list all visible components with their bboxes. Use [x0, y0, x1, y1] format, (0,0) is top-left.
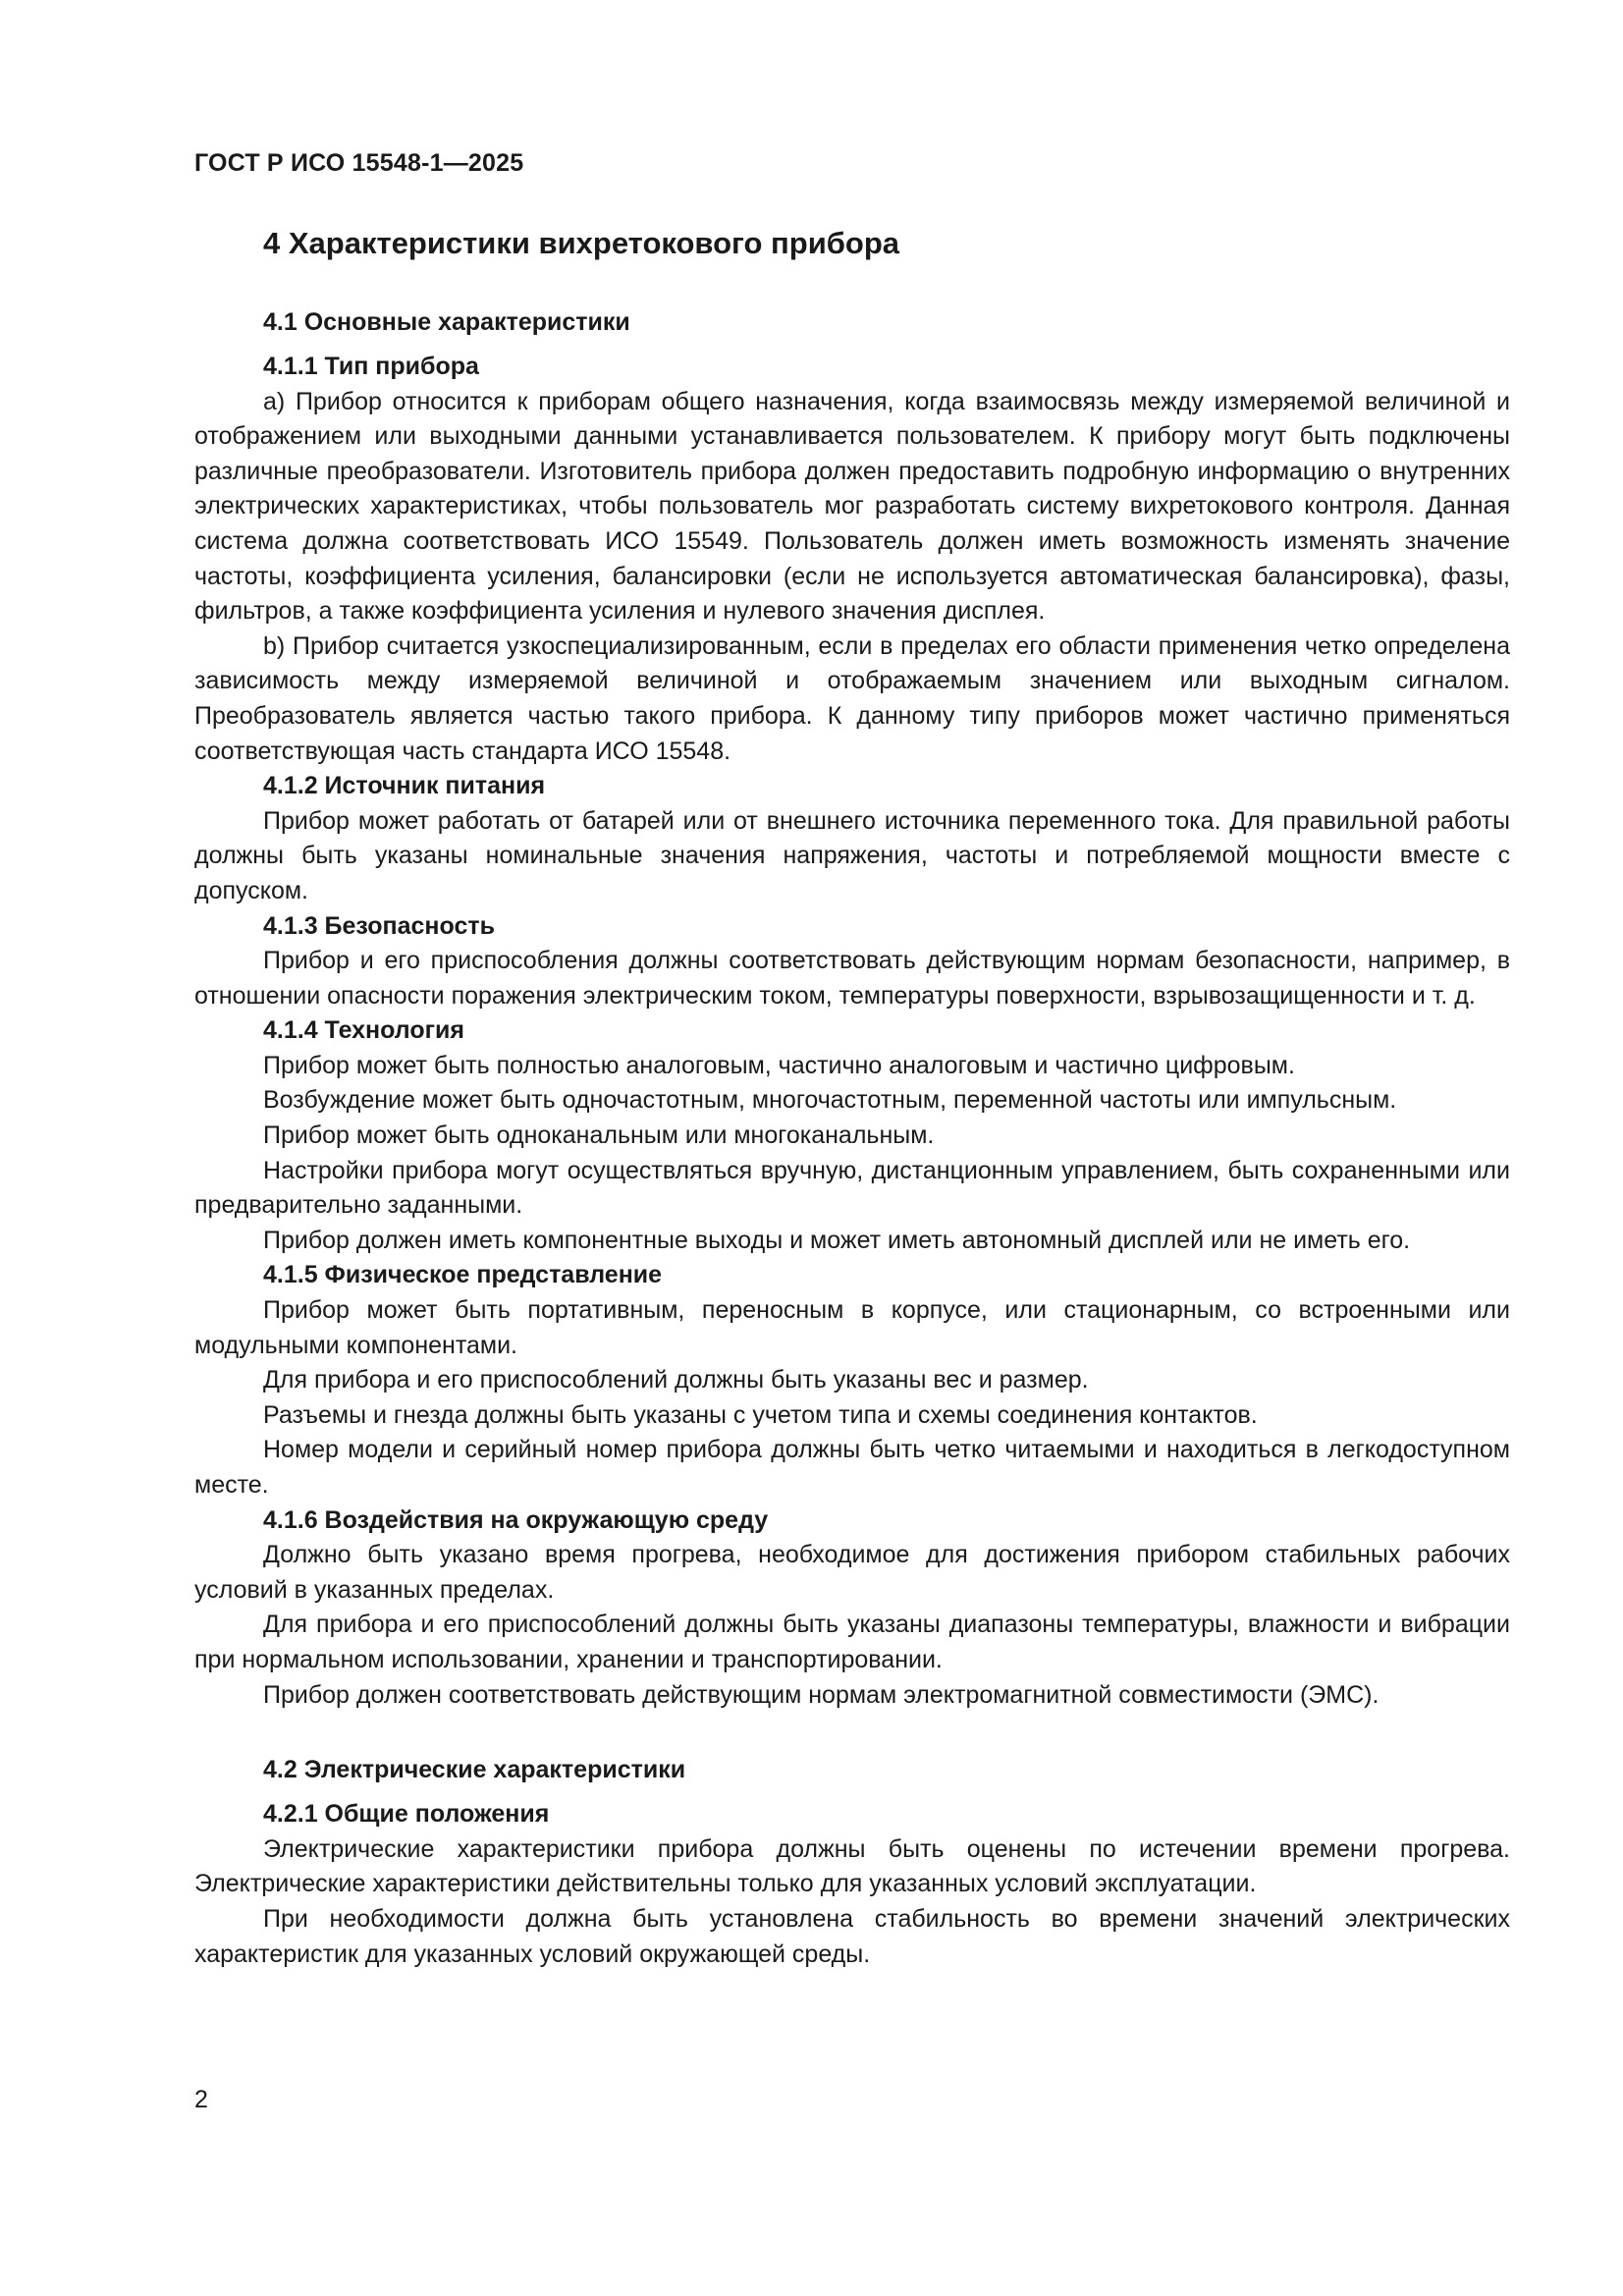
paragraph: Электрические характеристики прибора должны быть оценены по истечении времени прогрева. Электрические характеристики действительны только для указанных условий эксплуатации. [194, 1834, 1510, 1898]
paragraph: Прибор может быть полностью аналоговым, частично аналоговым и частично цифровым. [263, 1051, 1295, 1079]
paragraph: Прибор должен соответствовать действующим нормам электромагнитной совместимости (ЭМС). [263, 1680, 1380, 1709]
paragraph: Прибор может быть портативным, переносным в корпусе, или стационарным, со встроенными или модульными компонентами. [194, 1296, 1510, 1359]
clause-title-4-1-6: 4.1.6 Воздействия на окружающую среду [263, 1505, 769, 1534]
paragraph: Разъемы и гнезда должны быть указаны с учетом типа и схемы соединения контактов. [263, 1400, 1258, 1429]
paragraph: Настройки прибора могут осуществляться вручную, дистанционным управлением, быть сохраненными или предварительно заданными. [194, 1156, 1510, 1220]
clause-title-4-2-1: 4.2.1 Общие положения [263, 1800, 550, 1829]
clause-title-4-1-2: 4.1.2 Источник питания [263, 772, 546, 800]
clause-title-4-1-3: 4.1.3 Безопасность [263, 911, 495, 940]
paragraph: Должно быть указано время прогрева, необходимое для достижения прибором стабильных рабочих условий в указанных пределах. [194, 1541, 1510, 1604]
paragraph: а) Прибор относится к приборам общего назначения, когда взаимосвязь между измеряемой величиной и отображением или выходными данными устанавливается пользователем. К прибору могут быть подключены различные преобразователи. Изготовитель прибора должен предоставить подробную информацию о внутренних электрических характеристиках, чтобы пользователь мог разработать систему вихретокового контроля. Данная система должна соответствовать ИСО 15549. Пользователь должен иметь возможность изменять значение частоты, коэффициента усиления, балансировки (если не используется автоматическая балансировка), фазы, фильтров, а также коэффициента усиления и нулевого значения дисплея. [194, 387, 1510, 626]
clause-title-4-1-1: 4.1.1 Тип прибора [263, 353, 479, 380]
paragraph: Для прибора и его приспособлений должны быть указаны диапазоны температуры, влажности и вибрации при нормальном использовании, хранении и транспортировании. [194, 1611, 1510, 1673]
subsection-title-4-2: 4.2 Электрические характеристики [263, 1756, 686, 1784]
page-number: 2 [194, 2086, 208, 2113]
section-title: 4 Характеристики вихретокового прибора [263, 226, 900, 260]
clause-title-4-1-4: 4.1.4 Технология [263, 1016, 464, 1045]
document-body [194, 222, 1510, 1972]
paragraph: Прибор должен иметь компонентные выходы и может иметь автономный дисплей или не иметь его. [263, 1226, 1411, 1254]
clause-title-4-1-5: 4.1.5 Физическое представление [263, 1261, 663, 1289]
paragraph: b) Прибор считается узкоспециализированным, если в пределах его области применения четко определена зависимость между измеряемой величиной и отображаемым значением или выходным сигналом. Преобразователь является частью такого прибора. К данному типу приборов может частично применяться соответствующая часть стандарта ИСО 15548. [194, 631, 1510, 765]
paragraph: Для прибора и его приспособлений должны быть указаны вес и размер. [263, 1366, 1089, 1394]
document-header: ГОСТ Р ИСО 15548-1—2025 [194, 149, 524, 177]
paragraph: Возбуждение может быть одночастотным, многочастотным, переменной частоты или импульсным. [263, 1086, 1397, 1115]
paragraph: Прибор может быть одноканальным или многоканальным. [263, 1121, 935, 1150]
paragraph: Номер модели и серийный номер прибора должны быть четко читаемыми и находиться в легкодоступном месте. [194, 1436, 1510, 1499]
paragraph: При необходимости должна быть установлена стабильность во времени значений электрических характеристик для указанных условий окружающей среды. [194, 1904, 1510, 1968]
subsection-title-4-1: 4.1 Основные характеристики [263, 308, 630, 336]
paragraph: Прибор может работать от батарей или от внешнего источника переменного тока. Для правильной работы должны быть указаны номинальные значения напряжения, частоты и потребляемой мощности вместе с допуском. [194, 806, 1510, 904]
paragraph: Прибор и его приспособления должны соответствовать действующим нормам безопасности, например, в отношении опасности поражения электрическим током, температуры поверхности, взрывозащищенности и т. д. [194, 947, 1510, 1010]
